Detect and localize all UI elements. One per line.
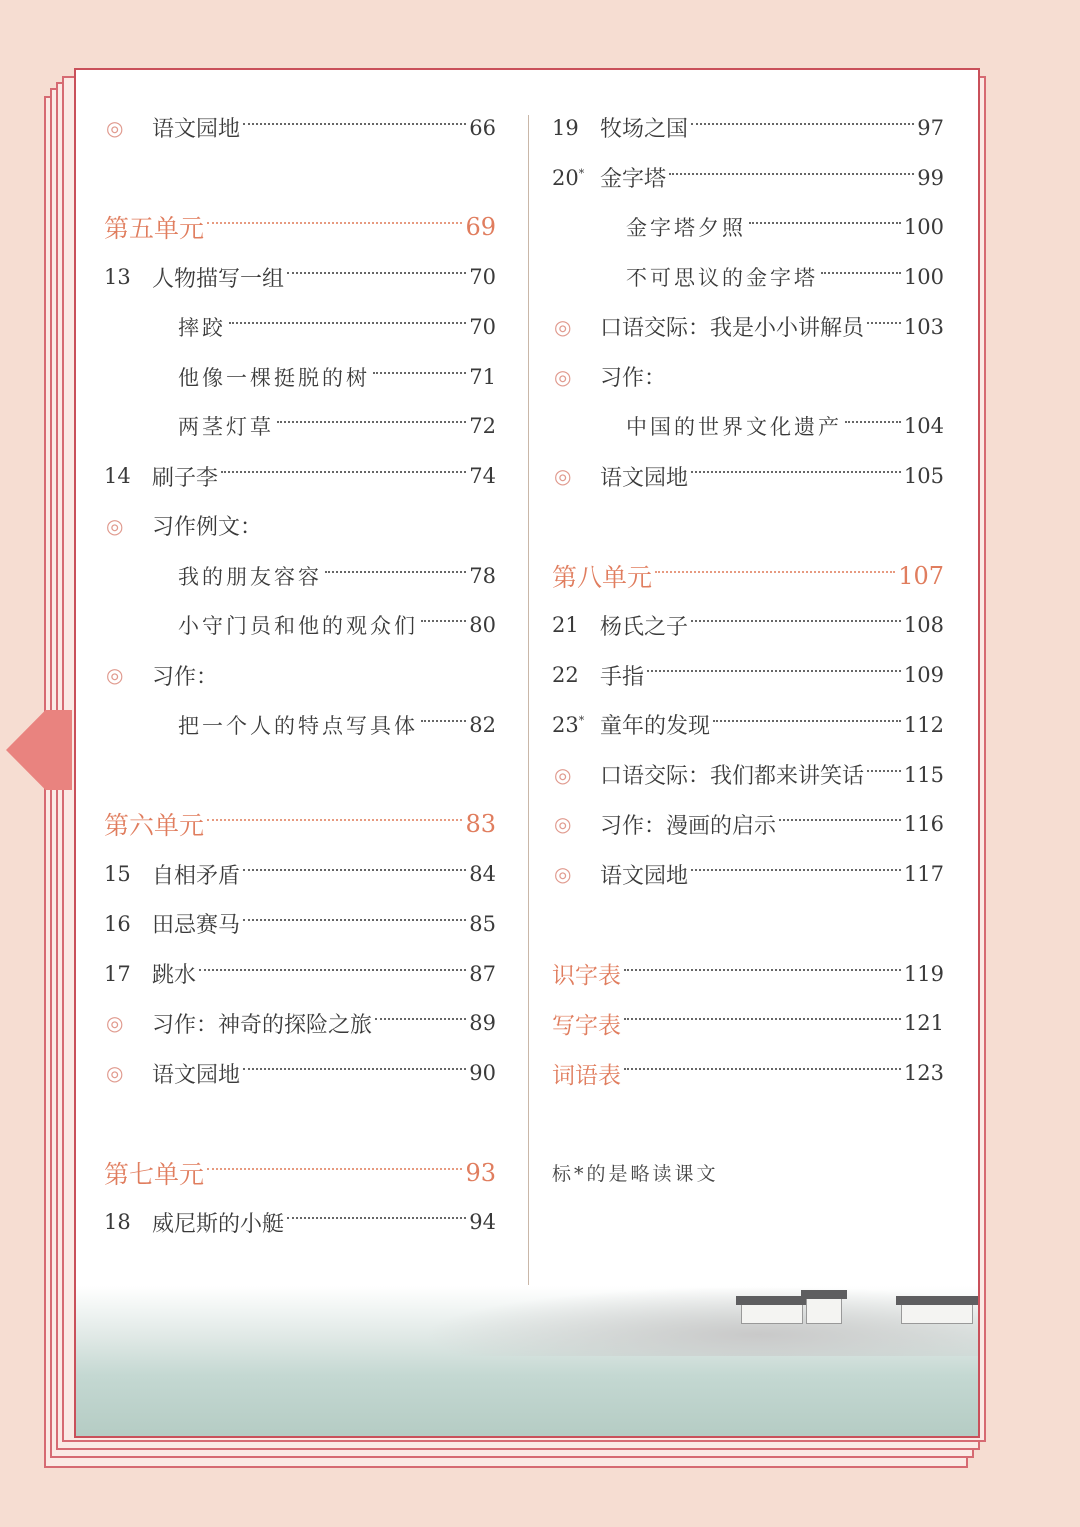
circle-bullet-icon: ◎ <box>554 314 572 339</box>
toc-entry[interactable] <box>104 601 496 651</box>
house-icon <box>901 1304 973 1324</box>
entry-title: 习作： <box>600 366 667 392</box>
page-number: 82 <box>469 712 496 737</box>
circle-bullet-icon: ◎ <box>554 812 572 837</box>
dot-leader <box>277 421 466 423</box>
toc-entry[interactable] <box>104 302 496 352</box>
footnote <box>552 1148 944 1198</box>
page-number: 84 <box>469 862 496 887</box>
page-number: 89 <box>469 1011 496 1036</box>
page-number: 121 <box>903 1011 944 1036</box>
entry-title: 两茎灯草 <box>178 415 274 440</box>
toc-entry[interactable] <box>104 899 496 949</box>
dot-leader <box>779 819 901 821</box>
page-number: 119 <box>903 961 944 986</box>
toc-entry[interactable] <box>104 949 496 999</box>
toc-entry[interactable] <box>104 650 496 700</box>
toc-entry[interactable] <box>552 203 944 253</box>
page-number: 94 <box>469 1210 496 1235</box>
entry-title: 语文园地 <box>152 1062 241 1088</box>
page-number: 109 <box>903 663 944 688</box>
dot-leader <box>243 1068 466 1070</box>
circle-bullet-icon: ◎ <box>554 464 572 489</box>
toc-entry[interactable] <box>104 1198 496 1248</box>
dot-leader <box>421 720 466 722</box>
entry-title: 语文园地 <box>600 465 689 491</box>
dot-leader <box>691 471 901 473</box>
toc-entry[interactable] <box>104 252 496 302</box>
lesson-number <box>552 713 600 737</box>
lesson-number-text: 21 <box>552 613 579 638</box>
lesson-number <box>104 962 152 986</box>
house-icon <box>806 1298 842 1324</box>
lesson-number <box>552 116 600 140</box>
dot-leader <box>845 421 901 423</box>
lesson-number-text: 16 <box>104 911 131 936</box>
lesson-number <box>104 862 152 886</box>
entry-title: 习作：神奇的探险之旅 <box>152 1012 373 1038</box>
entry-title: 跳水 <box>152 963 197 989</box>
toc-entry[interactable] <box>552 402 944 452</box>
circle-bullet-icon: ◎ <box>106 663 124 688</box>
page-number: 107 <box>898 561 944 590</box>
entry-title: 杨氏之子 <box>600 614 689 640</box>
page-number: 93 <box>465 1158 496 1187</box>
page-number: 123 <box>903 1061 944 1086</box>
entry-title: 语文园地 <box>600 863 689 889</box>
entry-title: 语文园地 <box>152 117 241 143</box>
dot-leader <box>655 571 895 573</box>
entry-title: 摔跤 <box>178 315 226 340</box>
page-number: 90 <box>469 1061 496 1086</box>
entry-title: 第八单元 <box>552 562 653 592</box>
spacer <box>552 899 944 949</box>
toc-entry[interactable] <box>104 352 496 402</box>
toc-entry[interactable] <box>104 551 496 601</box>
lesson-number-text: 19 <box>552 115 579 140</box>
circle-bullet-icon: ◎ <box>554 762 572 787</box>
unit-heading[interactable] <box>104 1148 496 1198</box>
dot-leader <box>624 969 901 971</box>
toc-entry[interactable] <box>552 451 944 501</box>
lesson-number-text: 15 <box>104 862 131 887</box>
page-number: 104 <box>903 414 944 439</box>
dot-leader <box>821 272 901 274</box>
page-number: 97 <box>917 115 944 140</box>
toc-entry[interactable] <box>552 103 944 153</box>
circle-bullet-icon: ◎ <box>106 1061 124 1086</box>
circle-bullet-icon: ◎ <box>554 364 572 389</box>
entry-title: 金字塔 <box>600 167 667 193</box>
entry-title: 童年的发现 <box>600 714 711 740</box>
toc-entry[interactable] <box>104 849 496 899</box>
spacer <box>104 1098 496 1148</box>
entry-title: 第七单元 <box>104 1159 205 1189</box>
page-number: 71 <box>469 364 496 389</box>
dot-leader <box>713 720 901 722</box>
toc-entry[interactable] <box>552 1048 944 1098</box>
lesson-number <box>104 265 152 289</box>
page-number: 117 <box>903 862 944 887</box>
toc-entry[interactable] <box>552 700 944 750</box>
contents-page <box>74 68 980 1438</box>
left-column <box>104 103 496 1247</box>
spacer <box>104 750 496 800</box>
spacer <box>552 501 944 551</box>
entry-title: 刷子李 <box>152 465 219 491</box>
toc-entry[interactable] <box>552 601 944 651</box>
lesson-number-text: 14 <box>104 464 131 489</box>
lesson-number-text: 13 <box>104 265 131 290</box>
entry-title: 不可思议的金字塔 <box>626 266 818 291</box>
entry-title: 中国的世界文化遗产 <box>626 415 842 440</box>
page-number: 72 <box>469 414 496 439</box>
toc-entry[interactable] <box>552 949 944 999</box>
dot-leader <box>867 770 901 772</box>
dot-leader <box>243 123 466 125</box>
circle-bullet-icon: ◎ <box>106 115 124 140</box>
dot-leader <box>229 322 466 324</box>
dot-leader <box>243 919 466 921</box>
toc-entry[interactable] <box>552 999 944 1049</box>
entry-title: 标*的是略读课文 <box>552 1163 719 1186</box>
page-number: 108 <box>903 613 944 638</box>
dot-leader <box>375 1018 466 1020</box>
dot-leader <box>243 869 466 871</box>
toc-entry[interactable] <box>552 650 944 700</box>
toc-entry[interactable] <box>104 1048 496 1098</box>
entry-title: 手指 <box>600 664 645 690</box>
spacer <box>104 153 496 203</box>
optional-reading-star: * <box>578 713 585 727</box>
dot-leader <box>207 1168 462 1170</box>
entry-title: 第五单元 <box>104 214 205 244</box>
toc-entry[interactable] <box>104 999 496 1049</box>
lesson-number-text: 20 <box>552 165 579 190</box>
entry-title: 口语交际：我们都来讲笑话 <box>600 764 865 790</box>
page-number: 83 <box>465 810 496 839</box>
entry-title: 田忌赛马 <box>152 913 241 939</box>
dot-leader <box>624 1068 901 1070</box>
page-number: 66 <box>469 115 496 140</box>
toc-entry[interactable] <box>104 700 496 750</box>
dot-leader <box>691 869 901 871</box>
dot-leader <box>373 372 466 374</box>
optional-reading-star: * <box>578 166 585 180</box>
lesson-number <box>104 464 152 488</box>
toc-entry[interactable] <box>552 302 944 352</box>
landscape-illustration <box>76 1286 980 1436</box>
toc-entry[interactable] <box>552 750 944 800</box>
unit-heading[interactable] <box>104 203 496 253</box>
spacer <box>552 1098 944 1148</box>
entry-title: 习作例文： <box>152 515 263 541</box>
entry-title: 自相矛盾 <box>152 863 241 889</box>
lesson-number-text: 17 <box>104 961 131 986</box>
lesson-number <box>552 663 600 687</box>
toc-entry[interactable] <box>552 153 944 203</box>
page-number: 78 <box>469 563 496 588</box>
entry-title: 把一个人的特点写具体 <box>178 713 418 738</box>
dot-leader <box>325 571 466 573</box>
page-number: 105 <box>903 464 944 489</box>
entry-title: 小守门员和他的观众们 <box>178 614 418 639</box>
toc-entry[interactable] <box>104 501 496 551</box>
dot-leader <box>199 969 466 971</box>
dot-leader <box>207 222 462 224</box>
circle-bullet-icon: ◎ <box>554 862 572 887</box>
page-number: 112 <box>903 712 944 737</box>
entry-title: 习作： <box>152 664 219 690</box>
lesson-number-text: 22 <box>552 663 579 688</box>
lesson-number <box>552 613 600 637</box>
page-number: 115 <box>903 762 944 787</box>
toc-entry[interactable] <box>104 103 496 153</box>
dot-leader <box>287 1217 466 1219</box>
circle-bullet-icon: ◎ <box>106 513 124 538</box>
page-number: 80 <box>469 613 496 638</box>
page-number: 116 <box>903 812 944 837</box>
page-number: 70 <box>469 265 496 290</box>
dot-leader <box>287 272 466 274</box>
page-number: 85 <box>469 911 496 936</box>
page-number: 74 <box>469 464 496 489</box>
toc-entry[interactable] <box>552 352 944 402</box>
dot-leader <box>669 173 914 175</box>
page-number: 100 <box>903 265 944 290</box>
lesson-number <box>552 166 600 190</box>
circle-bullet-icon: ◎ <box>106 1011 124 1036</box>
entry-title: 识字表 <box>552 963 621 990</box>
entry-title: 习作：漫画的启示 <box>600 813 777 839</box>
entry-title: 金字塔夕照 <box>626 216 746 241</box>
bookmark-ribbon <box>6 710 72 790</box>
toc-entry[interactable] <box>552 252 944 302</box>
right-column <box>552 103 944 1198</box>
dot-leader <box>207 819 462 821</box>
lesson-number <box>104 1210 152 1234</box>
toc-entry[interactable] <box>104 402 496 452</box>
entry-title: 威尼斯的小艇 <box>152 1211 285 1237</box>
lesson-number-text: 18 <box>104 1210 131 1235</box>
entry-title: 第六单元 <box>104 811 205 841</box>
page-number: 99 <box>917 165 944 190</box>
dot-leader <box>624 1018 901 1020</box>
page-number: 70 <box>469 314 496 339</box>
page-number: 103 <box>903 314 944 339</box>
dot-leader <box>691 123 914 125</box>
house-icon <box>741 1304 803 1324</box>
dot-leader <box>421 620 466 622</box>
entry-title: 牧场之国 <box>600 117 689 143</box>
entry-title: 口语交际：我是小小讲解员 <box>600 316 865 342</box>
entry-title: 人物描写一组 <box>152 266 285 292</box>
dot-leader <box>749 222 901 224</box>
unit-heading[interactable] <box>552 551 944 601</box>
dot-leader <box>647 670 901 672</box>
entry-title: 他像一棵挺脱的树 <box>178 365 370 390</box>
page-number: 69 <box>465 213 496 242</box>
page-number: 87 <box>469 961 496 986</box>
dot-leader <box>691 620 901 622</box>
lesson-number-text: 23 <box>552 712 579 737</box>
dot-leader <box>221 471 466 473</box>
column-divider <box>528 115 529 1285</box>
unit-heading[interactable] <box>104 800 496 850</box>
lesson-number <box>104 912 152 936</box>
entry-title: 我的朋友容容 <box>178 564 322 589</box>
toc-entry[interactable] <box>552 849 944 899</box>
toc-entry[interactable] <box>104 451 496 501</box>
toc-entry[interactable] <box>552 800 944 850</box>
entry-title: 词语表 <box>552 1062 621 1089</box>
entry-title: 写字表 <box>552 1012 621 1039</box>
page-number: 100 <box>903 215 944 240</box>
dot-leader <box>867 322 901 324</box>
